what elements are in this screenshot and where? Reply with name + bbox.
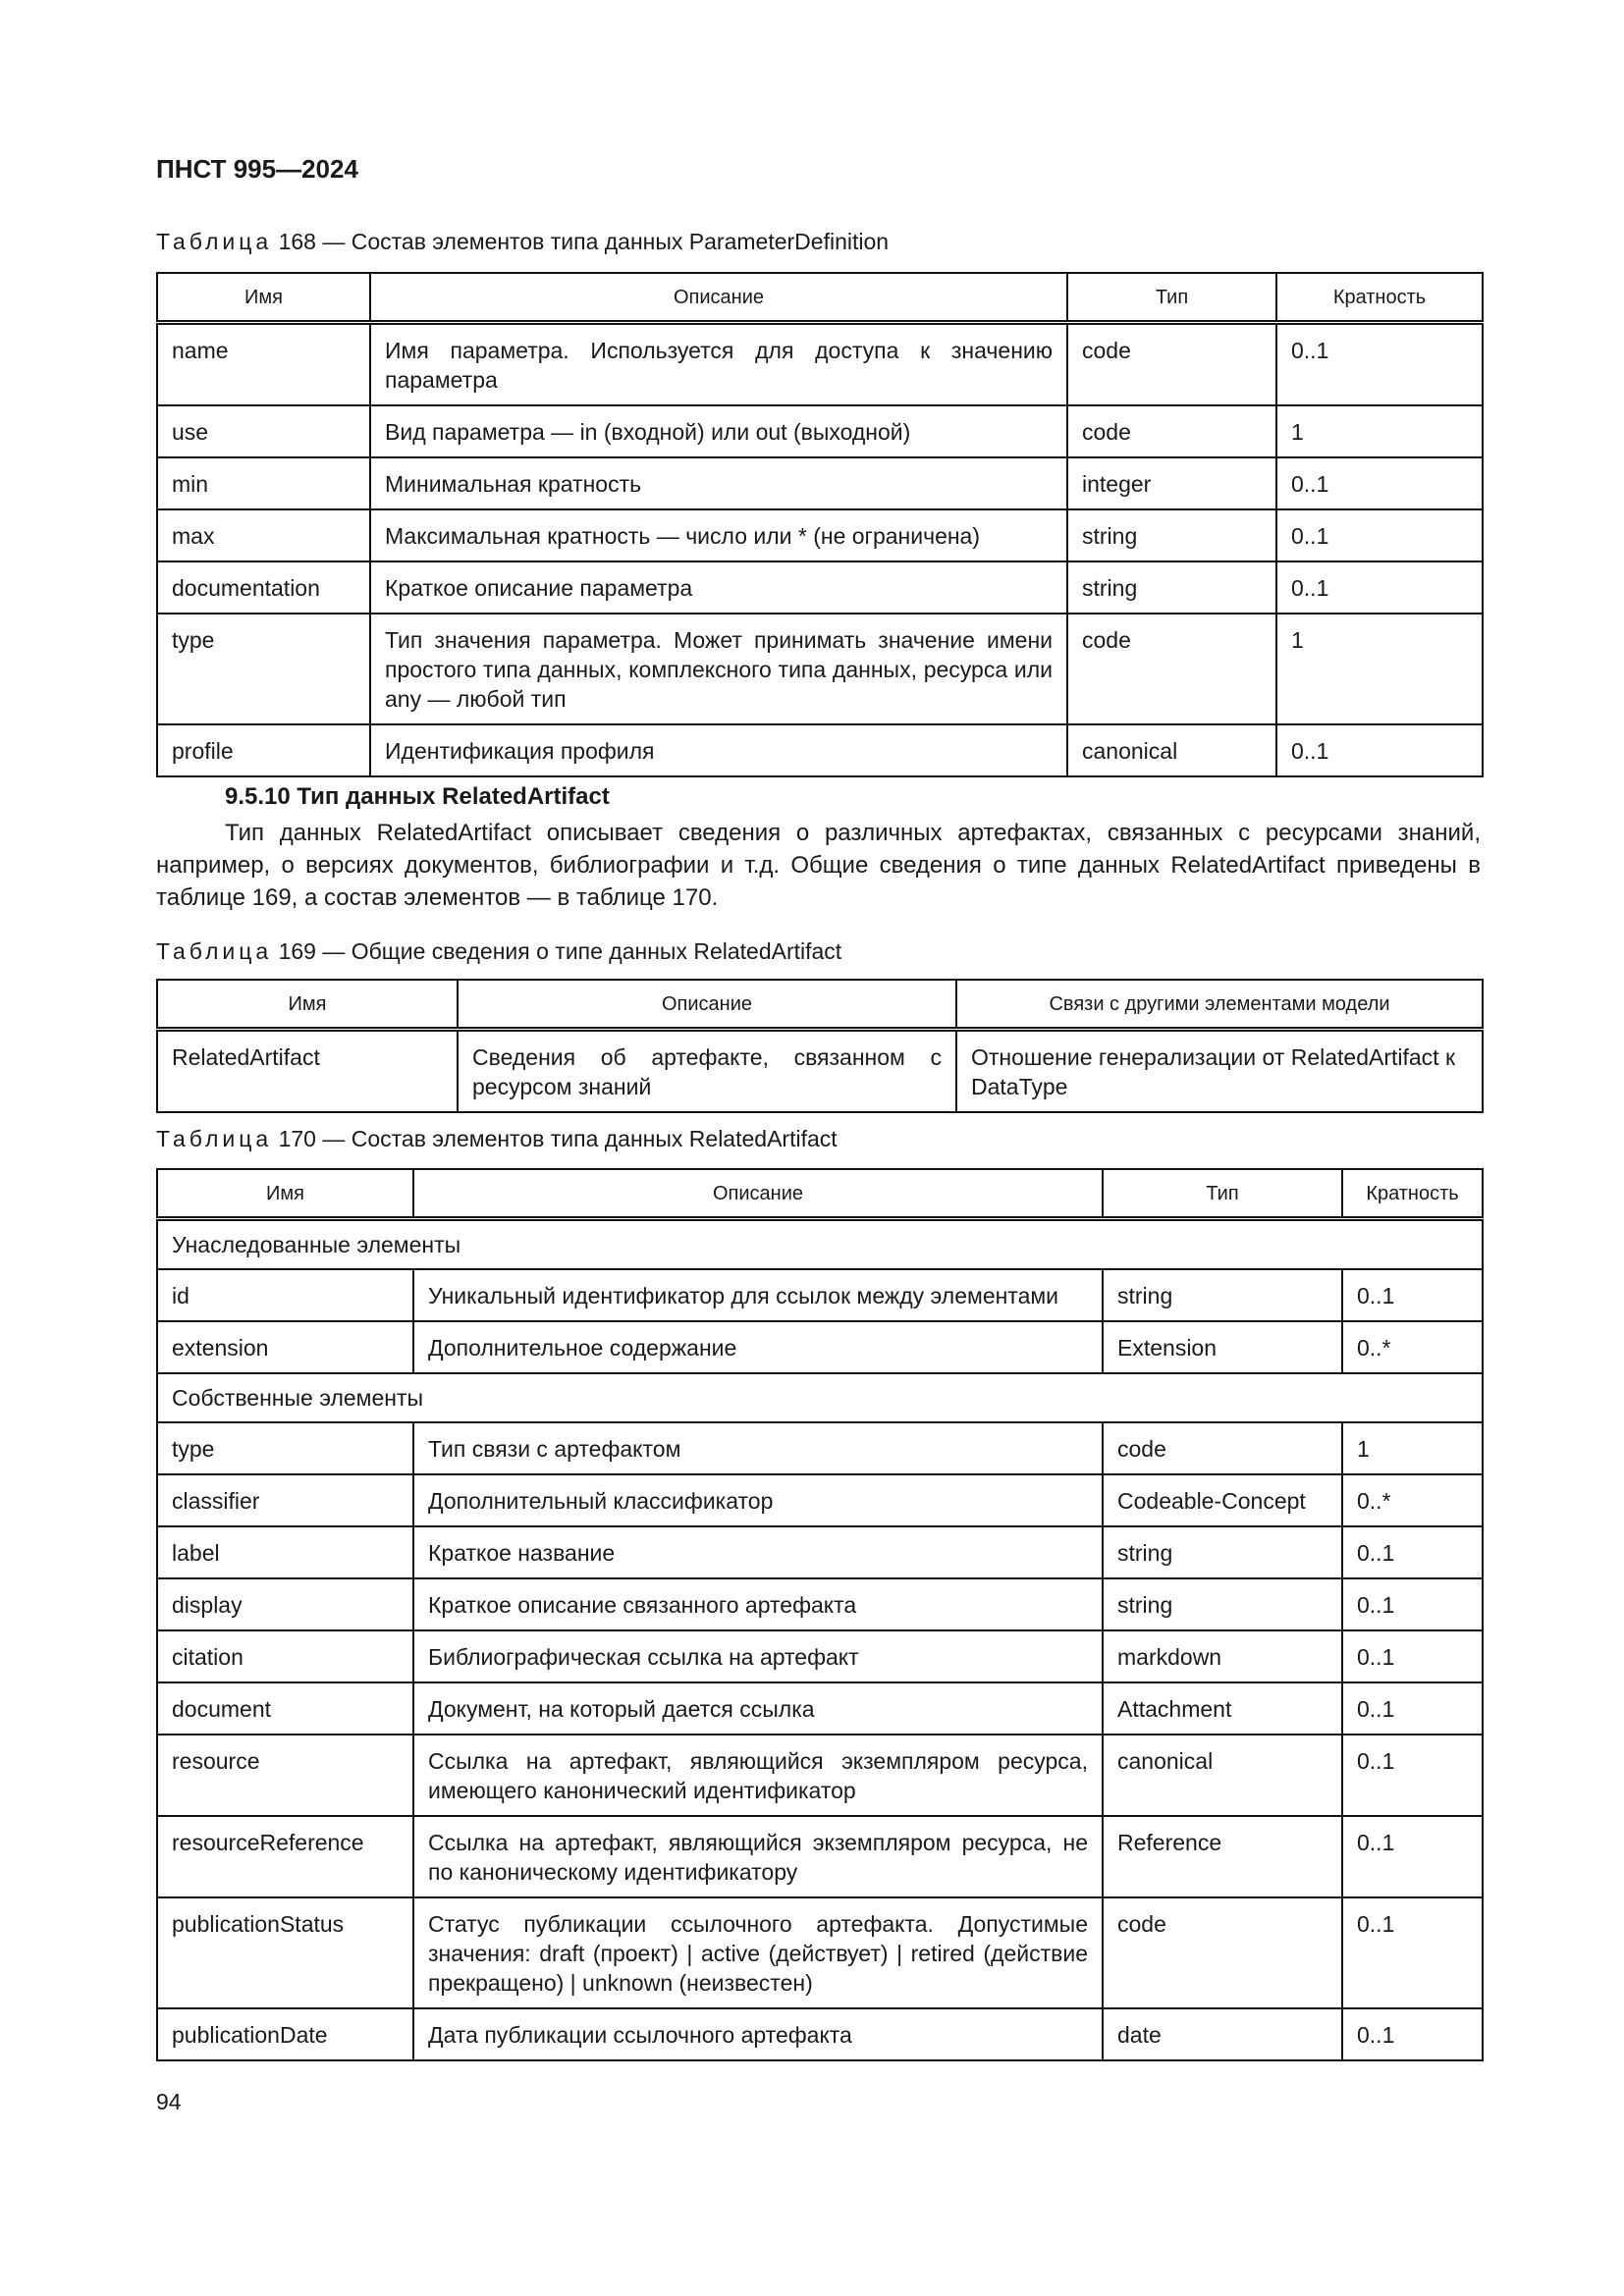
table-row: [157, 561, 1483, 614]
cell-name: min: [157, 457, 370, 509]
column-header: Связи с другими элементами модели: [956, 980, 1483, 1030]
cell-relations: Отношение генерализации от RelatedArtifact к DataType: [956, 1030, 1483, 1113]
cell-name: publicationStatus: [157, 1897, 413, 2008]
cell-multiplicity: 0..1: [1342, 2008, 1483, 2060]
cell-type: integer: [1067, 457, 1276, 509]
cell-multiplicity: 0..1: [1342, 1816, 1483, 1897]
cell-description: Максимальная кратность — число или * (не ограничена): [370, 509, 1067, 561]
cell-multiplicity: 0..1: [1342, 1630, 1483, 1682]
cell-name: citation: [157, 1630, 413, 1682]
caption-text: 168 — Состав элементов типа данных ParameterDefinition: [272, 229, 890, 254]
table-row: [157, 1474, 1483, 1526]
column-header: Тип: [1103, 1169, 1342, 1219]
cell-name: documentation: [157, 561, 370, 614]
cell-type: date: [1103, 2008, 1342, 2060]
cell-multiplicity: 1: [1342, 1422, 1483, 1474]
table-row: [157, 1030, 1483, 1113]
cell-description: Вид параметра — in (входной) или out (выходной): [370, 405, 1067, 457]
column-header: Описание: [370, 273, 1067, 323]
cell-description: Библиографическая ссылка на артефакт: [413, 1630, 1103, 1682]
table-row: [157, 1578, 1483, 1630]
column-header: Имя: [157, 273, 370, 323]
caption-text: 170 — Состав элементов типа данных RelatedArtifact: [272, 1126, 838, 1151]
table-row: [157, 405, 1483, 457]
column-header: Описание: [413, 1169, 1103, 1219]
cell-multiplicity: 1: [1276, 614, 1483, 724]
cell-multiplicity: 0..1: [1276, 323, 1483, 406]
cell-type: string: [1103, 1526, 1342, 1578]
cell-multiplicity: 0..1: [1342, 1735, 1483, 1816]
table-row: [157, 1269, 1483, 1321]
cell-type: Attachment: [1103, 1682, 1342, 1735]
cell-type: string: [1103, 1578, 1342, 1630]
cell-description: Тип связи с артефактом: [413, 1422, 1103, 1474]
column-header: Имя: [157, 980, 458, 1030]
cell-name: type: [157, 1422, 413, 1474]
cell-description: Имя параметра. Используется для доступа к значению параметра: [370, 323, 1067, 406]
cell-type: canonical: [1103, 1735, 1342, 1816]
table-row: [157, 509, 1483, 561]
cell-multiplicity: 0..1: [1276, 724, 1483, 776]
table-168-caption: [156, 229, 889, 255]
column-header: Имя: [157, 1169, 413, 1219]
cell-type: string: [1067, 509, 1276, 561]
cell-multiplicity: 0..1: [1342, 1897, 1483, 2008]
table-169: [156, 979, 1484, 1113]
cell-type: code: [1103, 1422, 1342, 1474]
cell-name: classifier: [157, 1474, 413, 1526]
cell-description: Тип значения параметра. Может принимать значение имени простого типа данных, комплексного типа данных, ресурса или any — любой тип: [370, 614, 1067, 724]
cell-description: Сведения об артефакте, связанном с ресурсом знаний: [458, 1030, 956, 1113]
group-row: [157, 1219, 1483, 1270]
table-row: [157, 1630, 1483, 1682]
caption-text: 169 — Общие сведения о типе данных RelatedArtifact: [272, 938, 842, 964]
cell-type: string: [1103, 1269, 1342, 1321]
cell-multiplicity: 0..1: [1276, 509, 1483, 561]
cell-name: document: [157, 1682, 413, 1735]
cell-name: RelatedArtifact: [157, 1030, 458, 1113]
cell-description: Дополнительный классификатор: [413, 1474, 1103, 1526]
cell-multiplicity: 0..1: [1342, 1682, 1483, 1735]
column-header: Тип: [1067, 273, 1276, 323]
cell-name: id: [157, 1269, 413, 1321]
cell-multiplicity: 0..1: [1276, 561, 1483, 614]
cell-type: Extension: [1103, 1321, 1342, 1373]
table-170-caption: [156, 1126, 838, 1152]
cell-multiplicity: 0..1: [1342, 1526, 1483, 1578]
cell-description: Краткое описание параметра: [370, 561, 1067, 614]
caption-prefix: Таблица: [156, 1126, 273, 1151]
group-row: [157, 1373, 1483, 1422]
cell-multiplicity: 0..1: [1342, 1269, 1483, 1321]
cell-description: Краткое название: [413, 1526, 1103, 1578]
table-row: [157, 724, 1483, 776]
cell-multiplicity: 0..1: [1276, 457, 1483, 509]
cell-description: Идентификация профиля: [370, 724, 1067, 776]
cell-name: publicationDate: [157, 2008, 413, 2060]
cell-type: string: [1067, 561, 1276, 614]
cell-multiplicity: 0..*: [1342, 1474, 1483, 1526]
cell-type: markdown: [1103, 1630, 1342, 1682]
table-header-row: [157, 273, 1483, 323]
table-row: [157, 1526, 1483, 1578]
cell-type: code: [1067, 405, 1276, 457]
cell-description: Ссылка на артефакт, являющийся экземпляром ресурса, не по каноническому идентификатору: [413, 1816, 1103, 1897]
cell-name: resource: [157, 1735, 413, 1816]
section-paragraph: Тип данных RelatedArtifact описывает сведения о различных артефактах, связанных с ресурсами знаний, например, о версиях документов, библиографии и т.д. Общие сведения о типе данных RelatedArtifact приведены в таблице 169, а состав элементов — в таблице 170.: [156, 820, 1481, 911]
cell-description: Статус публикации ссылочного артефакта. Допустимые значения: draft (проект) | active (действует) | retired (действие прекращено) | unknown (неизвестен): [413, 1897, 1103, 2008]
cell-description: Минимальная кратность: [370, 457, 1067, 509]
cell-name: profile: [157, 724, 370, 776]
group-label: Собственные элементы: [157, 1373, 1483, 1422]
cell-name: label: [157, 1526, 413, 1578]
table-row: [157, 1735, 1483, 1816]
caption-prefix: Таблица: [156, 229, 273, 254]
group-label: Унаследованные элементы: [157, 1219, 1483, 1270]
cell-description: Краткое описание связанного артефакта: [413, 1578, 1103, 1630]
table-row: [157, 1321, 1483, 1373]
table-row: [157, 1682, 1483, 1735]
section-heading: 9.5.10 Тип данных RelatedArtifact: [225, 783, 610, 810]
column-header: Кратность: [1276, 273, 1483, 323]
cell-name: display: [157, 1578, 413, 1630]
cell-multiplicity: 0..1: [1342, 1578, 1483, 1630]
cell-type: Codeable-Concept: [1103, 1474, 1342, 1526]
cell-description: Дополнительное содержание: [413, 1321, 1103, 1373]
document-code: ПНСТ 995—2024: [156, 154, 358, 184]
column-header: Кратность: [1342, 1169, 1483, 1219]
table-row: [157, 1422, 1483, 1474]
cell-name: use: [157, 405, 370, 457]
cell-name: name: [157, 323, 370, 406]
cell-multiplicity: 1: [1276, 405, 1483, 457]
table-row: [157, 2008, 1483, 2060]
table-header-row: [157, 1169, 1483, 1219]
table-row: [157, 1816, 1483, 1897]
cell-type: code: [1067, 614, 1276, 724]
page-number: 94: [156, 2089, 182, 2114]
cell-name: max: [157, 509, 370, 561]
cell-multiplicity: 0..*: [1342, 1321, 1483, 1373]
table-row: [157, 457, 1483, 509]
cell-description: Документ, на который дается ссылка: [413, 1682, 1103, 1735]
cell-type: canonical: [1067, 724, 1276, 776]
table-header-row: [157, 980, 1483, 1030]
column-header: Описание: [458, 980, 956, 1030]
caption-prefix: Таблица: [156, 938, 273, 964]
table-168: [156, 272, 1484, 777]
table-row: [157, 1897, 1483, 2008]
cell-name: type: [157, 614, 370, 724]
cell-type: code: [1067, 323, 1276, 406]
cell-name: extension: [157, 1321, 413, 1373]
table-169-caption: [156, 938, 841, 965]
cell-type: code: [1103, 1897, 1342, 2008]
table-row: [157, 323, 1483, 406]
cell-type: Reference: [1103, 1816, 1342, 1897]
table-170: [156, 1168, 1484, 2061]
cell-name: resourceReference: [157, 1816, 413, 1897]
cell-description: Уникальный идентификатор для ссылок между элементами: [413, 1269, 1103, 1321]
table-row: [157, 614, 1483, 724]
cell-description: Ссылка на артефакт, являющийся экземпляром ресурса, имеющего канонический идентификатор: [413, 1735, 1103, 1816]
cell-description: Дата публикации ссылочного артефакта: [413, 2008, 1103, 2060]
